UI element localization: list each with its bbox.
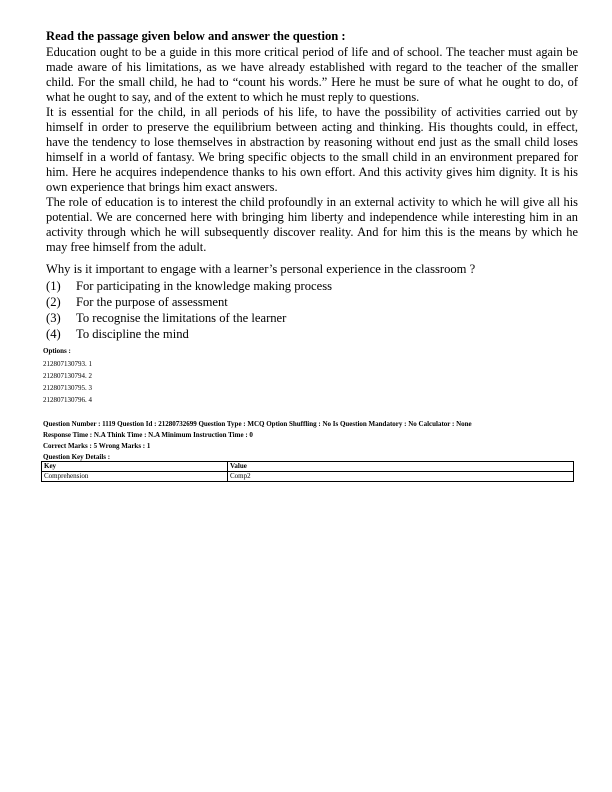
options-label: Options : bbox=[43, 347, 71, 355]
answer-choice-4: (4) To discipline the mind bbox=[46, 327, 189, 341]
option-id: 212807130796. 4 bbox=[43, 396, 92, 404]
metadata-line-question-info: Question Number : 1119 Question Id : 21280732699 Question Type : MCQ Option Shuffling : No Is Question Mandatory : No Calculator : None bbox=[43, 420, 472, 428]
passage-paragraph-2: It is essential for the child, in all periods of his life, to have the possibility of activities carried out by himself in order to preserve the equilibrium between acting and thinking. His thoughts could, in effect, have the tendency to lose themselves in abstraction by reasoning without end just as the small child loses himself in a world of fantasy. We bring specific objects to the small child in an environment prepared for him. Here he acquires independence thanks to his own effort. And this activity gives him dignity. It is his own experience that brings him exact answers. bbox=[46, 105, 578, 194]
answer-choices bbox=[46, 278, 332, 342]
option-id: 212807130794. 2 bbox=[43, 372, 92, 380]
table-cell-value: Comp2 bbox=[228, 472, 574, 482]
table-header-value: Value bbox=[228, 462, 574, 472]
passage-paragraph-3: The role of education is to interest the child profoundly in an external activity to which he will give all his potential. We are concerned here with bringing him liberty and independence while interesting him in an activity through which he will subsequently discover reality. And for him this is the means by which he may free himself from the adult. bbox=[46, 195, 578, 254]
metadata-line-marks: Correct Marks : 5 Wrong Marks : 1 bbox=[43, 442, 151, 450]
passage-body bbox=[46, 45, 578, 255]
option-id-list bbox=[43, 358, 92, 406]
metadata-line-timing: Response Time : N.A Think Time : N.A Minimum Instruction Time : 0 bbox=[43, 431, 253, 439]
answer-choice-3: (3) To recognise the limitations of the learner bbox=[46, 311, 287, 325]
option-id: 212807130793. 1 bbox=[43, 360, 92, 368]
question-metadata bbox=[43, 419, 472, 463]
answer-choice-1: (1) For participating in the knowledge making process bbox=[46, 279, 333, 293]
question-key-table bbox=[41, 461, 574, 482]
passage-heading: Read the passage given below and answer the question : bbox=[46, 29, 346, 43]
answer-choice-2: (2) For the purpose of assessment bbox=[46, 295, 228, 309]
table-header-row bbox=[42, 462, 574, 472]
metadata-line-key-details: Question Key Details : bbox=[43, 453, 111, 461]
question-text: Why is it important to engage with a learner’s personal experience in the classroom ? bbox=[46, 262, 476, 276]
table-row bbox=[42, 472, 574, 482]
option-id: 212807130795. 3 bbox=[43, 384, 92, 392]
table-cell-key: Comprehension bbox=[42, 472, 228, 482]
passage-paragraph-1: Education ought to be a guide in this more critical period of life and of school. The teacher must again be made aware of his limitations, as we have already established with regard to the teacher of the smaller child. For the small child, he had to “count his words.” Here he must be sure of what he ought to do, of what he ought to say, and of the extent to which he must reply to questions. bbox=[46, 45, 578, 104]
table-header-key: Key bbox=[42, 462, 228, 472]
